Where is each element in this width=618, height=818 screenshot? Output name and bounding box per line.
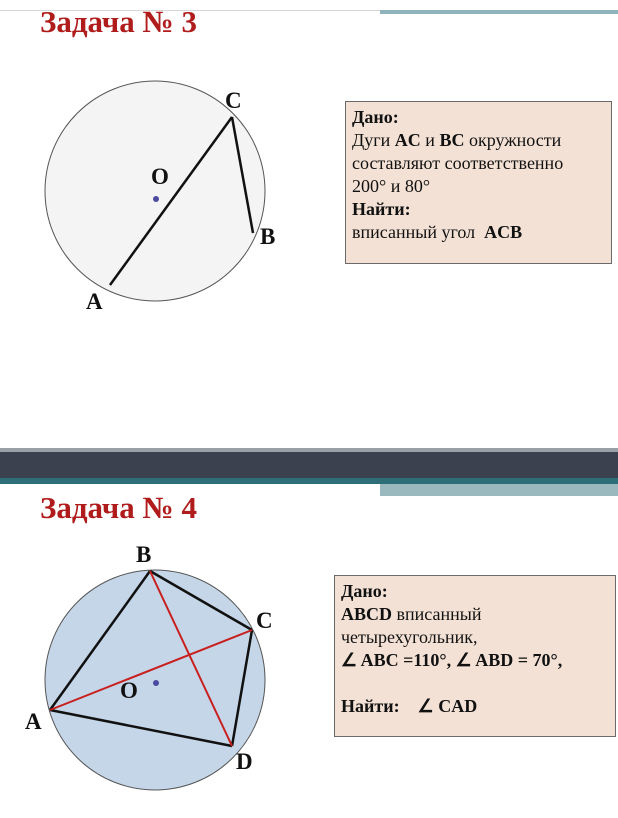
task4-find-label: Найти: <box>341 696 400 716</box>
task4-given-text: вписанный <box>392 604 482 624</box>
task3-label-c: C <box>225 88 242 113</box>
task4-label-o: O <box>120 678 138 703</box>
task4-label-a: A <box>25 709 42 734</box>
task3-find-angle: ACB <box>484 222 523 242</box>
task4-circle <box>45 570 265 790</box>
task4-label-c: C <box>256 608 273 633</box>
task4-find-line <box>341 695 609 718</box>
task4-figure <box>25 542 273 790</box>
task3-given-box <box>345 101 612 264</box>
task4-label-d: D <box>236 749 253 774</box>
task3-find-text: вписанный угол <box>352 222 485 242</box>
task3-arc-ac: AC <box>394 130 421 150</box>
task3-find-line <box>352 221 605 244</box>
task3-given-text-circle: окружности <box>464 130 562 150</box>
task3-label-o: O <box>151 164 169 189</box>
task3-given-line1 <box>352 129 605 152</box>
task3-find-label: Найти: <box>352 199 411 219</box>
task3-center-dot <box>153 196 159 202</box>
task4-given-label: Дано: <box>341 581 388 601</box>
task4-spacer <box>341 672 609 695</box>
task4-find-value: ∠ CAD <box>417 696 478 716</box>
task3-title: Задача № 3 <box>40 4 197 39</box>
task3-circle <box>45 81 265 301</box>
section-divider-accent <box>380 484 618 496</box>
task3-label-b: B <box>260 224 276 249</box>
task3-given-line3: 200° и 80° <box>352 176 431 196</box>
task4-given-line1 <box>341 603 609 626</box>
task4-given-line2: четырехугольник, <box>341 627 478 647</box>
task3-given-line2: составляют соответственно <box>352 153 564 173</box>
task3-arc-bc: BC <box>439 130 465 150</box>
task4-given-angles: ∠ ABC =110°, ∠ ABD = 70°, <box>341 650 563 670</box>
task3-given-label: Дано: <box>352 107 399 127</box>
task4-title: Задача № 4 <box>40 490 197 525</box>
task4-center-dot <box>153 680 159 686</box>
task3-label-a: A <box>86 289 103 314</box>
task4-quad-name: ABCD <box>341 604 393 624</box>
task4-given-box <box>334 575 616 737</box>
section-divider <box>0 452 618 478</box>
task3-figure <box>45 81 275 314</box>
task3-given-text-a: Дуги <box>352 130 395 150</box>
task4-label-b: B <box>136 542 152 567</box>
task3-given-text-and: и <box>420 130 440 150</box>
